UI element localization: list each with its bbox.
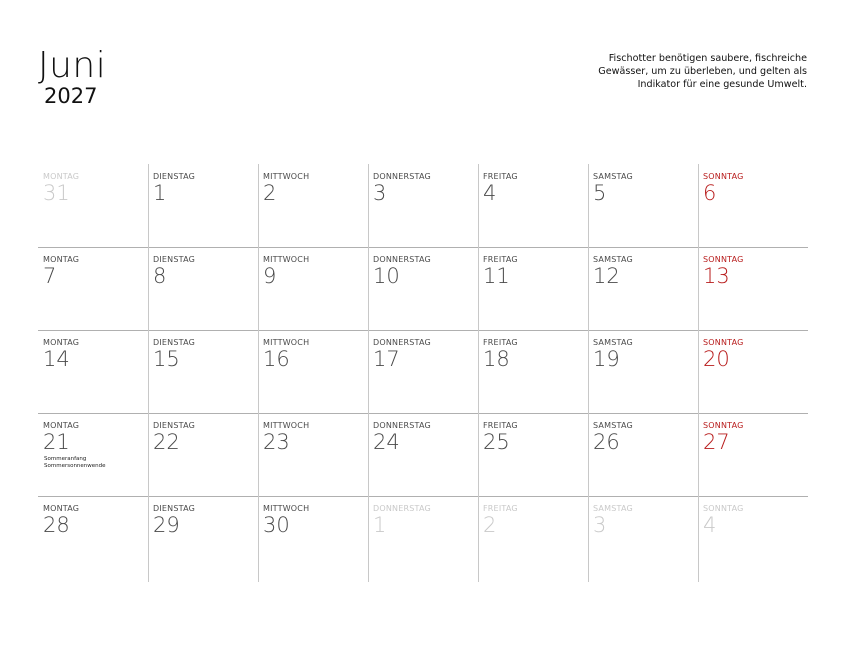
- day-cell[interactable]: [478, 330, 588, 413]
- day-cell[interactable]: [148, 164, 258, 247]
- day-number: 4: [483, 181, 497, 205]
- day-number: 15: [153, 347, 180, 371]
- day-cell[interactable]: [38, 330, 148, 413]
- weekday-label: SAMSTAG: [593, 255, 633, 264]
- weekday-label: FREITAG: [483, 255, 518, 264]
- day-cell[interactable]: [368, 164, 478, 247]
- weekday-label: DONNERSTAG: [373, 421, 431, 430]
- weekday-label: MITTWOCH: [263, 338, 310, 347]
- weekday-label: SONNTAG: [703, 504, 744, 513]
- day-number: 26: [593, 430, 620, 454]
- day-number: 4: [703, 513, 717, 537]
- weekday-label: FREITAG: [483, 338, 518, 347]
- day-number: 25: [483, 430, 510, 454]
- day-cell[interactable]: [698, 247, 808, 330]
- day-cell[interactable]: [368, 330, 478, 413]
- day-number: 2: [483, 513, 497, 537]
- weekday-label: MONTAG: [43, 338, 80, 347]
- month-title: Juni: [38, 45, 107, 86]
- weekday-label: DIENSTAG: [153, 338, 196, 347]
- day-number: 14: [43, 347, 70, 371]
- day-cell[interactable]: [148, 330, 258, 413]
- day-cell[interactable]: [478, 247, 588, 330]
- day-cell[interactable]: [368, 496, 478, 579]
- weekday-label: MITTWOCH: [263, 255, 310, 264]
- day-number: 16: [263, 347, 290, 371]
- day-number: 2: [263, 181, 277, 205]
- day-number: 19: [593, 347, 620, 371]
- day-cell[interactable]: [478, 496, 588, 579]
- day-number: 24: [373, 430, 400, 454]
- day-number: 1: [153, 181, 167, 205]
- event-label: Sommersonnenwende: [44, 463, 106, 469]
- day-cell[interactable]: [258, 413, 368, 496]
- day-cell[interactable]: [258, 247, 368, 330]
- day-cell[interactable]: [38, 164, 148, 247]
- day-number: 5: [593, 181, 607, 205]
- day-number: 30: [263, 513, 290, 537]
- weekday-label: MONTAG: [43, 504, 80, 513]
- weekday-label: MITTWOCH: [263, 172, 310, 181]
- day-cell[interactable]: [588, 496, 698, 579]
- weekday-label: FREITAG: [483, 421, 518, 430]
- day-cell[interactable]: [698, 330, 808, 413]
- day-cell[interactable]: [588, 164, 698, 247]
- day-number: 22: [153, 430, 180, 454]
- day-number: 11: [483, 264, 510, 288]
- day-number: 6: [703, 181, 717, 205]
- day-number: 28: [43, 513, 70, 537]
- day-cell[interactable]: [478, 164, 588, 247]
- day-number: 17: [373, 347, 400, 371]
- day-number: 13: [703, 264, 730, 288]
- weekday-label: DIENSTAG: [153, 255, 196, 264]
- day-cell[interactable]: [258, 330, 368, 413]
- day-cell[interactable]: [258, 496, 368, 579]
- weekday-label: DONNERSTAG: [373, 255, 431, 264]
- weekday-label: MONTAG: [43, 172, 80, 181]
- day-number: 12: [593, 264, 620, 288]
- weekday-label: MONTAG: [43, 255, 80, 264]
- weekday-label: SAMSTAG: [593, 504, 633, 513]
- day-cell[interactable]: [478, 413, 588, 496]
- day-number: 27: [703, 430, 730, 454]
- day-cell[interactable]: [698, 496, 808, 579]
- weekday-label: DIENSTAG: [153, 504, 196, 513]
- day-cell[interactable]: [698, 413, 808, 496]
- weekday-label: FREITAG: [483, 504, 518, 513]
- caption-line: Indikator für eine gesunde Umwelt.: [637, 79, 807, 90]
- weekday-label: SONNTAG: [703, 255, 744, 264]
- weekday-label: MONTAG: [43, 421, 80, 430]
- caption-note: [567, 52, 807, 91]
- day-cell[interactable]: [368, 413, 478, 496]
- weekday-label: MITTWOCH: [263, 421, 310, 430]
- weekday-label: SAMSTAG: [593, 421, 633, 430]
- day-number: 3: [593, 513, 607, 537]
- day-number: 3: [373, 181, 387, 205]
- weekday-label: SONNTAG: [703, 172, 744, 181]
- day-cell[interactable]: [148, 496, 258, 579]
- weekday-label: FREITAG: [483, 172, 518, 181]
- day-number: 20: [703, 347, 730, 371]
- day-cell[interactable]: [38, 496, 148, 579]
- weekday-label: SAMSTAG: [593, 172, 633, 181]
- day-cell[interactable]: [38, 247, 148, 330]
- day-number: 9: [263, 264, 277, 288]
- weekday-label: DONNERSTAG: [373, 338, 431, 347]
- weekday-label: DONNERSTAG: [373, 172, 431, 181]
- day-cell[interactable]: [38, 413, 148, 496]
- day-cell[interactable]: [698, 164, 808, 247]
- day-cell[interactable]: [588, 330, 698, 413]
- caption-line: Fischotter benötigen saubere, fischreiche: [608, 53, 807, 64]
- weekday-label: SONNTAG: [703, 421, 744, 430]
- day-cell[interactable]: [258, 164, 368, 247]
- weekday-label: DIENSTAG: [153, 172, 196, 181]
- day-cell[interactable]: [588, 247, 698, 330]
- weekday-label: SONNTAG: [703, 338, 744, 347]
- day-cell[interactable]: [148, 247, 258, 330]
- event-label: Sommeranfang: [44, 456, 87, 462]
- day-cell[interactable]: [148, 413, 258, 496]
- calendar-grid: [38, 164, 808, 582]
- day-number: 21: [43, 430, 70, 454]
- day-cell[interactable]: [588, 413, 698, 496]
- day-number: 29: [153, 513, 180, 537]
- weekday-label: SAMSTAG: [593, 338, 633, 347]
- day-cell[interactable]: [368, 247, 478, 330]
- year-title: 2027: [44, 84, 98, 108]
- weekday-label: MITTWOCH: [263, 504, 310, 513]
- weekday-label: DIENSTAG: [153, 421, 196, 430]
- day-number: 7: [43, 264, 57, 288]
- day-number: 18: [483, 347, 510, 371]
- day-number: 8: [153, 264, 167, 288]
- weekday-label: DONNERSTAG: [373, 504, 431, 513]
- day-number: 23: [263, 430, 290, 454]
- caption-line: Gewässer, um zu überleben, und gelten als: [598, 66, 807, 77]
- day-number: 10: [373, 264, 400, 288]
- day-number: 1: [373, 513, 387, 537]
- day-number: 31: [43, 181, 70, 205]
